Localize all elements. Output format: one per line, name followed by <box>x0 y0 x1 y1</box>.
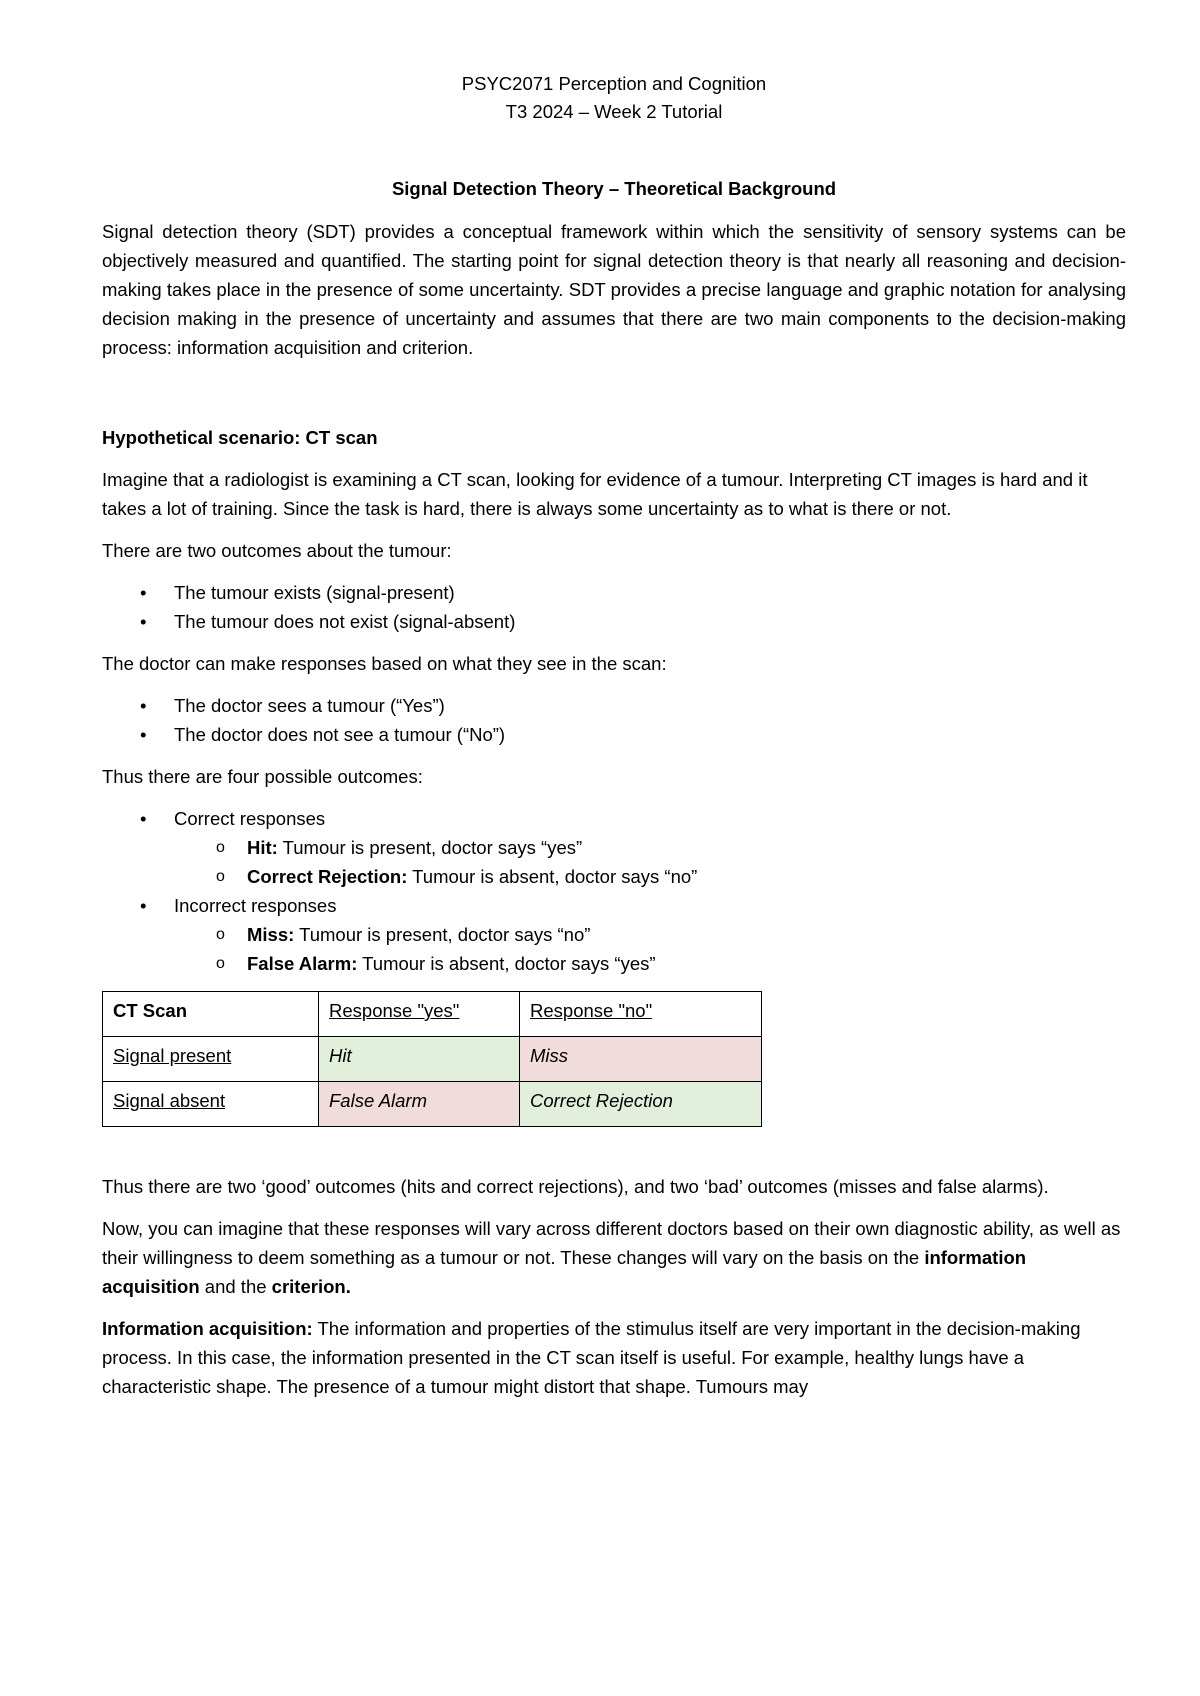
list-item: • The tumour exists (signal-present) <box>102 578 1126 607</box>
variation-pre: Now, you can imagine that these responses will vary across different doctors based on their own diagnostic ability, as well as their willingness to deem something as a tumour or not. These changes will vary on the basis on the <box>102 1218 1121 1268</box>
list-item-hit <box>102 833 1126 862</box>
table-row <box>103 1037 762 1082</box>
outcome-table <box>102 991 762 1127</box>
variation-mid: and the <box>199 1276 272 1297</box>
hit-term: Hit: <box>247 837 278 858</box>
after-table-paragraph: Thus there are two ‘good’ outcomes (hits and correct rejections), and two ‘bad’ outcomes (misses and false alarms). <box>102 1176 1049 1197</box>
row-header-absent: Signal absent <box>103 1082 319 1127</box>
list-item: • Correct responses <box>102 804 1126 833</box>
variation-term-2: criterion. <box>271 1276 351 1297</box>
info-acq-term: Information acquisition: <box>102 1318 313 1339</box>
list-item: • The doctor does not see a tumour (“No”) <box>102 720 1126 749</box>
list-item-miss <box>102 920 1126 949</box>
miss-text: Tumour is present, doctor says “no” <box>294 924 591 945</box>
cell-false-alarm: False Alarm <box>319 1082 520 1127</box>
variation-term-1: information acquisition <box>102 1247 1027 1297</box>
col-header-yes: Response "yes" <box>319 992 520 1037</box>
table-row <box>103 1082 762 1127</box>
list-item: • The doctor sees a tumour (“Yes”) <box>102 691 1126 720</box>
col-header-no: Response "no" <box>520 992 762 1037</box>
scenario-heading: Hypothetical scenario: CT scan <box>102 427 378 448</box>
list-item: • Incorrect responses <box>102 891 1126 920</box>
cell-miss: Miss <box>520 1037 762 1082</box>
term-title: T3 2024 – Week 2 Tutorial <box>505 101 723 122</box>
document-header <box>102 70 1126 126</box>
section-title: Signal Detection Theory – Theoretical Background <box>391 178 837 199</box>
table-row <box>103 992 762 1037</box>
hit-text: Tumour is present, doctor says “yes” <box>277 837 583 858</box>
variation-paragraph <box>102 1214 1126 1301</box>
fa-text: Tumour is absent, doctor says “yes” <box>357 953 656 974</box>
table-corner: CT Scan <box>103 992 319 1037</box>
cell-correct-rejection: Correct Rejection <box>520 1082 762 1127</box>
outcomes-intro: There are two outcomes about the tumour: <box>102 540 452 561</box>
cr-text: Tumour is absent, doctor says “no” <box>407 866 698 887</box>
list-item-false-alarm <box>102 949 1126 978</box>
course-title: PSYC2071 Perception and Cognition <box>461 73 767 94</box>
fa-term: False Alarm: <box>247 953 358 974</box>
info-acquisition-paragraph <box>102 1314 1126 1401</box>
cell-hit: Hit <box>319 1037 520 1082</box>
row-header-present: Signal present <box>103 1037 319 1082</box>
cr-term: Correct Rejection: <box>247 866 408 887</box>
list-item: • The tumour does not exist (signal-absent) <box>102 607 1126 636</box>
intro-paragraph: Signal detection theory (SDT) provides a conceptual framework within which the sensitivity of sensory systems can be objectively measured and quantified. The starting point for signal detection theory is that nearly all reasoning and decision-making takes place in the presence of some uncertainty. SDT provides a precise language and graphic notation for analysing decision making in the presence of uncertainty and assumes that there are two main components to the decision-making process: information acquisition and criterion. <box>102 221 1126 358</box>
info-acq-text: The information and properties of the stimulus itself are very important in the decision-making process. In this case, the information presented in the CT scan itself is useful. For example, healthy lungs have a characteristic shape. The presence of a tumour might distort that shape. Tumours may <box>102 1318 1081 1397</box>
responses-intro: The doctor can make responses based on what they see in the scan: <box>102 653 667 674</box>
document-page <box>102 70 1126 1401</box>
responses-list <box>102 691 1126 749</box>
miss-term: Miss: <box>247 924 295 945</box>
four-outcomes-list <box>102 804 1126 978</box>
scenario-paragraph: Imagine that a radiologist is examining a CT scan, looking for evidence of a tumour. Interpreting CT images is hard and it takes a lot of training. Since the task is hard, there is always some uncertainty as to what is there or not. <box>102 469 1088 519</box>
list-item-correct-rejection <box>102 862 1126 891</box>
four-outcomes-intro: Thus there are four possible outcomes: <box>102 766 423 787</box>
outcomes-list <box>102 578 1126 636</box>
